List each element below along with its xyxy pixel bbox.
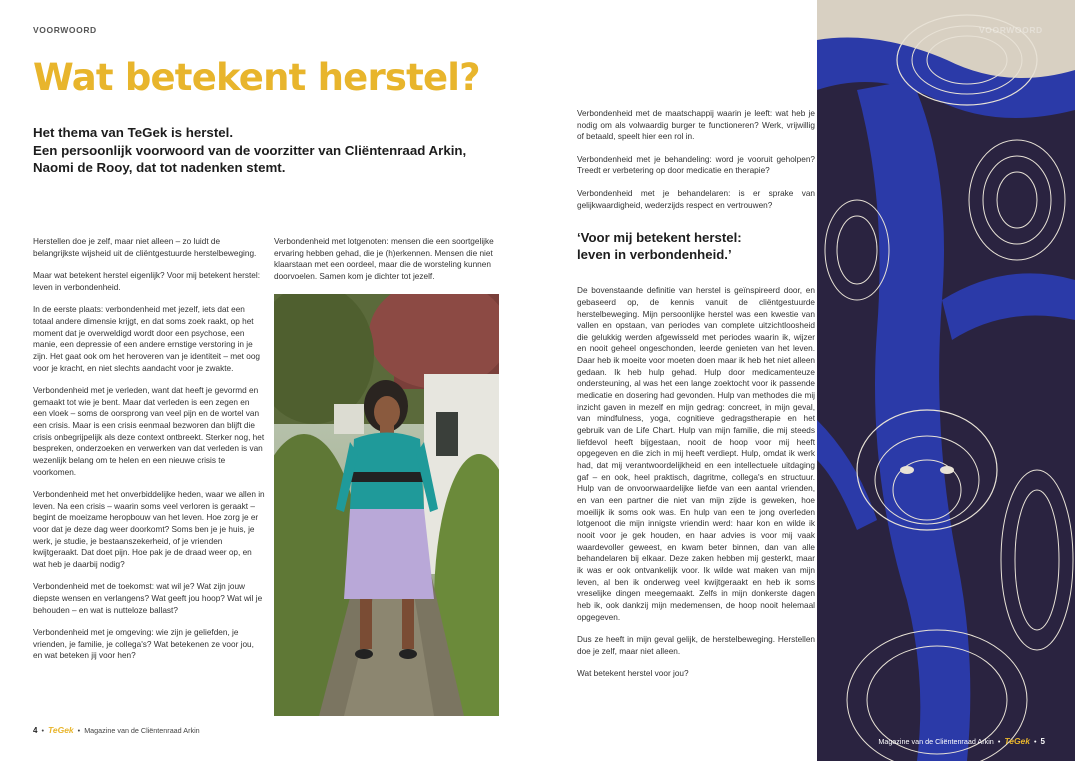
paragraph: Verbondenheid met de maatschappij waarin je leeft: wat heb je nodig om als volwaardig burger te functioneren? Werk, vrijwillig of betaald, speelt hier een rol in. xyxy=(577,109,815,142)
portrait-photo-graphic xyxy=(274,294,499,716)
text-column-3 xyxy=(577,108,815,691)
paragraph: Verbondenheid met je behandelaren: is er sprake van gelijkwaardigheid, wederzijds respect en vertrouwen? xyxy=(577,188,815,210)
magazine-name: Magazine van de Cliëntenraad Arkin xyxy=(878,737,994,746)
page-number: 5 xyxy=(1040,737,1045,746)
brand-logo: TeGek xyxy=(47,725,74,735)
magazine-name: Magazine van de Cliëntenraad Arkin xyxy=(84,726,200,735)
pull-quote-line: ‘Voor mij betekent herstel: xyxy=(577,230,742,246)
pull-quote xyxy=(577,229,815,263)
text-column-1 xyxy=(33,236,265,673)
paragraph: Verbondenheid met het onverbiddelijke heden, waar we allen in leven. Na een crisis – waarin soms veel verloren is geraakt – begint de moeizame heropbouw van het leven. Hoe zorg je er voor dat je deze dag weer doorkomt? Soms ben je je huis, je werk, je studie, je bestaanszekerheid, of je vrienden kwijtgeraakt. Dat doet pijn. Hoe pak je de draad weer op, en wat heb je daarbij nodig? xyxy=(33,490,265,569)
paragraph: Wat betekent herstel voor jou? xyxy=(577,669,689,679)
portrait-photo xyxy=(274,294,499,716)
footer-right: Magazine van de Cliëntenraad Arkin • TeGek • 5 xyxy=(878,736,1045,746)
paragraph: Verbondenheid met je behandeling: word je vooruit geholpen? Treedt er verbetering op door medicatie en therapie? xyxy=(577,154,815,176)
paragraph: In de eerste plaats: verbondenheid met jezelf, iets dat een totaal andere dimensie krijgt, en dat soms zoek raakt, op het moment dat je overweldigd wordt door een psychose, een manie, een depressie of een andere ernstige verstoring in je zijn. Het gaat ook om het heroveren van je identiteit – met oog voor je kracht, en niet slechts aandacht voor je zwakte. xyxy=(33,305,261,373)
paragraph: Verbondenheid met de toekomst: wat wil je? Wat zijn jouw diepste wensen en verlangens? Wat geeft jou hoop? Wat wil je behouden – en wat is nutteloze ballast? xyxy=(33,582,263,615)
paragraph: Verbondenheid met lotgenoten: mensen die een soortgelijke ervaring hebben gehad, die je (h)erkennen. Mensen die niet klaarstaan met een oordeel, maar die de worsteling kunnen doorvoelen. Samen kom je dichter tot jezelf. xyxy=(274,237,494,281)
artwork-graphic xyxy=(817,0,1075,761)
brand-logo: TeGek xyxy=(1004,736,1031,746)
page-number: 4 xyxy=(33,726,38,735)
paragraph: Herstellen doe je zelf, maar niet alleen – zo luidt de belangrijkste wijsheid uit de cliëntgestuurde herstelbeweging. xyxy=(33,237,257,258)
paragraph: Dus ze heeft in mijn geval gelijk, de herstelbeweging. Herstellen doe je zelf, maar niet alleen. xyxy=(577,635,815,656)
lead-line: Naomi de Rooy, dat tot nadenken stemt. xyxy=(33,160,286,176)
pull-quote-line: leven in verbondenheid.’ xyxy=(577,247,732,263)
artwork-panel xyxy=(817,0,1075,761)
paragraph: De bovenstaande definitie van herstel is geïnspireerd door, en gebaseerd op, de kennis vanuit de cliëntgestuurde herstelbeweging. Mijn persoonlijke herstel was een kwestie van vallen en opstaan, van periodes van complete uitzichtloosheid die gelukkig werden afgewisseld met periodes waarin ik, wijzer en nooit geheel ongeschonden, leerde genieten van het leven. Daar heb ik moeite voor moeten doen maar ik heb het niet alleen gedaan. Ik heb hulp gehad. Hulp door medicamenteuze ondersteuning, al was het een lange zoektocht voor ik passende medicatie en dosering had gevonden. Hulp van methodes die mij inzicht gaven in mezelf en mijn gedrag: concreet, in mijn geval, van mindfulness, yoga, cognitieve gedragstherapie en het gebruik van de Life Chart. Hulp van mijn familie, die mij steeds liefdevol heeft bijgestaan, nooit de hoop voor mij heeft opgegeven en die zich in mij heeft verdiept. Hulp, omdat ik werk had, dat mij verantwoordelijkheid en een intellectuele uitdaging gaf – en ook, heel praktisch, dagritme, collega's en structuur. Hulp van de onvoorwaardelijke liefde van een aantal vrienden, en van een partner die niet van mijn zijde is geweken, hoe moeilijk ik soms ook was. En hulp van een te jong overleden lotgenoot die mijn innigste vriendin werd: haar kon en wilde ik nooit voor je gek houden, en haar advies is voor mij vaak waardevoller geweest, en kwam beter binnen, dan van alle behandelaren bij elkaar. Deze zaken hebben mij gesterkt, maar ik was er ook ontvankelijk voor. Ik wilde wat maken van mijn leven, al ben ik onderweg veel kwijtgeraakt en heb ik soms vreselijke dingen meegemaakt. Zelfs in mijn donkerste dagen heb ik, ook dankzij mijn medemensen, de hoop nooit helemaal opgegeven. xyxy=(577,286,815,622)
section-label: VOORWOORD xyxy=(33,25,97,35)
paragraph: Verbondenheid met je omgeving: wie zijn je geliefden, je vrienden, je familie, je collega's? Wat betekenen ze voor jou, en wat beteken jij voor hen? xyxy=(33,628,254,661)
artwork-section-label: VOORWOORD xyxy=(979,25,1043,35)
paragraph: Maar wat betekent herstel eigenlijk? Voor mij betekent herstel: leven in verbondenheid. xyxy=(33,271,260,292)
footer-left: 4 • TeGek • Magazine van de Cliëntenraad Arkin xyxy=(33,725,200,735)
lead-line: Het thema van TeGek is herstel. xyxy=(33,125,234,140)
headline: Wat betekent herstel? xyxy=(33,56,480,99)
text-column-2 xyxy=(274,236,501,293)
lead-line: Een persoonlijk voorwoord van de voorzitter van Cliëntenraad Arkin, xyxy=(33,142,467,158)
paragraph: Verbondenheid met je verleden, want dat heeft je gevormd en gemaakt tot wie je bent. Maar dat verleden is een zegen en een vloek – soms de oorsprong van veel pijn en de wortel van een crisis. Maar is een crisis eenmaal bezworen dan blijft die crisis onbegrijpelijk als deze context ontbreekt. Sterker nog, het bespreken, onderzoeken en verwerken van dat verleden is van wezenlijk belang om te helen en een nieuwe crisis te voorkomen. xyxy=(33,385,265,477)
lead-intro xyxy=(33,124,533,177)
